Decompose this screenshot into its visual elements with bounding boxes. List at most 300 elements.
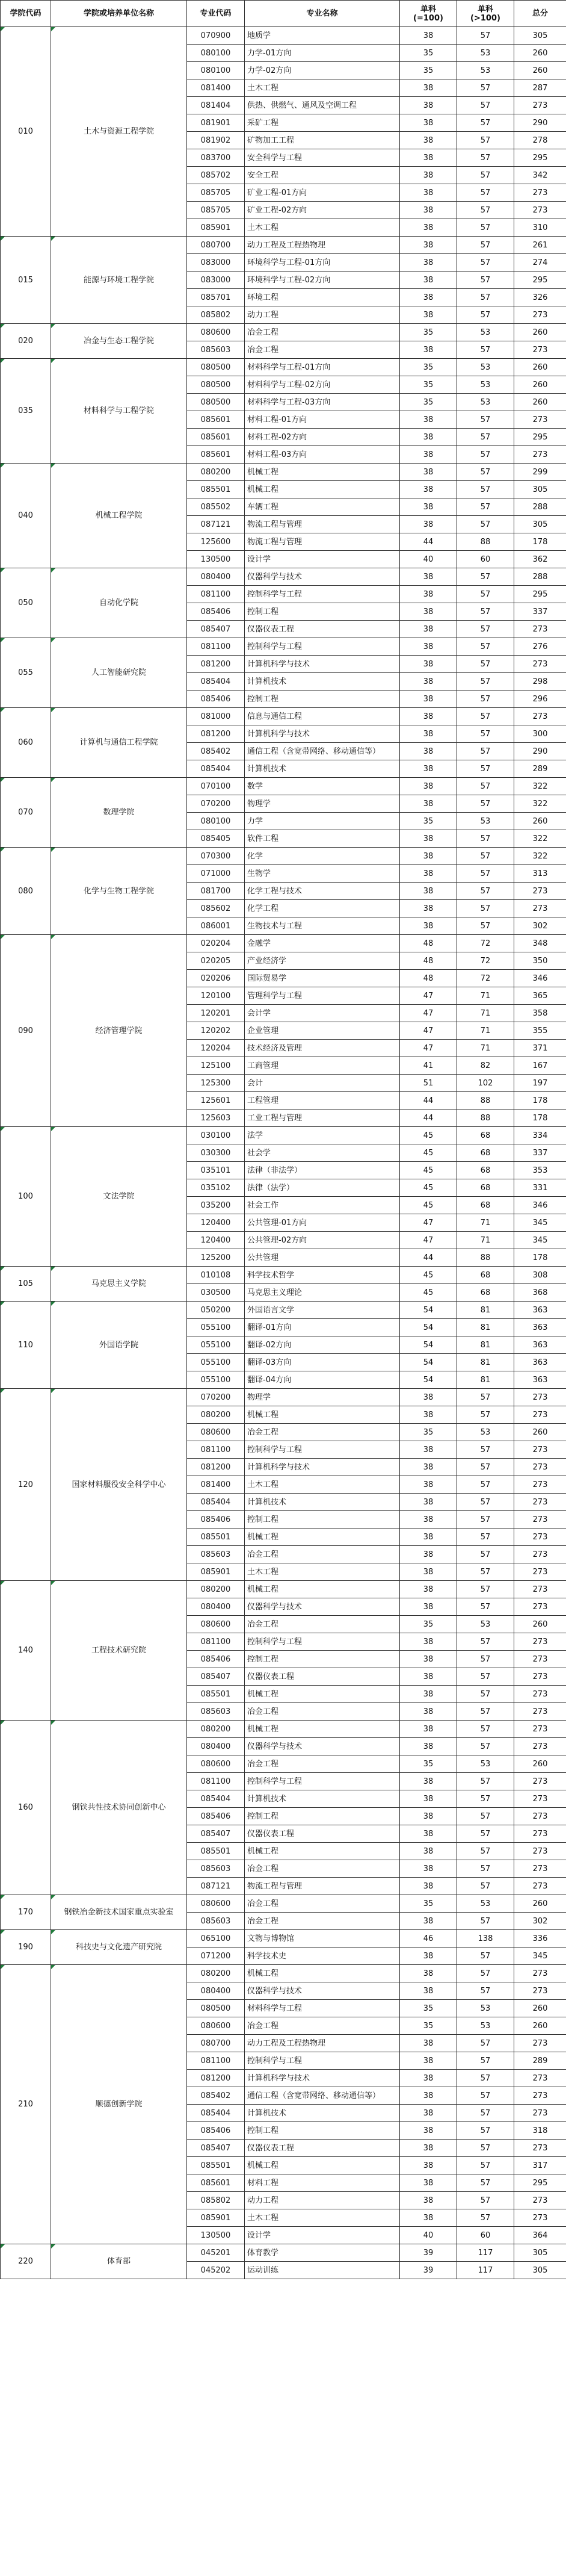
- major-name-cell: 材料工程-02方向: [245, 429, 400, 446]
- total-score-cell: 326: [514, 289, 566, 306]
- single-over-100-cell: 57: [457, 446, 514, 464]
- major-code-cell: 080600: [187, 1895, 245, 1913]
- single-over-100-cell: 57: [457, 2174, 514, 2192]
- single-100-cell: 40: [400, 551, 457, 568]
- total-score-cell: 273: [514, 1581, 566, 1598]
- total-score-cell: 273: [514, 1773, 566, 1790]
- total-score-cell: 273: [514, 621, 566, 638]
- total-score-cell: 260: [514, 1616, 566, 1633]
- major-name-cell: 计算机技术: [245, 2105, 400, 2122]
- major-code-cell: 080600: [187, 1755, 245, 1773]
- single-over-100-cell: 57: [457, 708, 514, 725]
- single-100-cell: 38: [400, 272, 457, 289]
- single-100-cell: 38: [400, 1825, 457, 1843]
- major-code-cell: 085406: [187, 1808, 245, 1825]
- college-name-cell: 经济管理学院: [51, 935, 187, 1127]
- major-code-cell: 120100: [187, 987, 245, 1005]
- single-over-100-cell: 57: [457, 1441, 514, 1459]
- header-total: 总分: [514, 1, 566, 27]
- major-code-cell: 085407: [187, 1825, 245, 1843]
- single-100-cell: 47: [400, 1232, 457, 1249]
- single-100-cell: 35: [400, 2000, 457, 2017]
- major-name-cell: 仪器科学与技术: [245, 1598, 400, 1616]
- single-over-100-cell: 57: [457, 272, 514, 289]
- total-score-cell: 178: [514, 1249, 566, 1267]
- major-code-cell: 080400: [187, 1982, 245, 2000]
- single-100-cell: 38: [400, 429, 457, 446]
- single-over-100-cell: 57: [457, 2122, 514, 2140]
- total-score-cell: 273: [514, 1476, 566, 1494]
- single-100-cell: 35: [400, 1755, 457, 1773]
- single-100-cell: 38: [400, 1860, 457, 1878]
- major-code-cell: 085402: [187, 2087, 245, 2105]
- single-over-100-cell: 57: [457, 778, 514, 795]
- major-name-cell: 控制科学与工程: [245, 2052, 400, 2070]
- college-name-cell: 材料科学与工程学院: [51, 359, 187, 464]
- single-100-cell: 38: [400, 656, 457, 673]
- major-name-cell: 控制工程: [245, 1651, 400, 1668]
- major-code-cell: 085501: [187, 1529, 245, 1546]
- major-name-cell: 材料工程-03方向: [245, 446, 400, 464]
- single-100-cell: 38: [400, 1965, 457, 1982]
- single-100-cell: 38: [400, 1546, 457, 1563]
- major-name-cell: 翻译-03方向: [245, 1354, 400, 1371]
- total-score-cell: 273: [514, 1860, 566, 1878]
- major-code-cell: 125300: [187, 1075, 245, 1092]
- single-100-cell: 38: [400, 760, 457, 778]
- major-code-cell: 085404: [187, 1790, 245, 1808]
- major-code-cell: 055100: [187, 1371, 245, 1389]
- college-code-cell: 090: [1, 935, 51, 1127]
- major-name-cell: 科学技术哲学: [245, 1267, 400, 1284]
- total-score-cell: 302: [514, 917, 566, 935]
- single-100-cell: 35: [400, 359, 457, 376]
- single-over-100-cell: 57: [457, 830, 514, 848]
- single-100-cell: 35: [400, 45, 457, 62]
- major-code-cell: 081200: [187, 725, 245, 743]
- single-100-cell: 47: [400, 987, 457, 1005]
- single-100-cell: 44: [400, 1249, 457, 1267]
- single-over-100-cell: 68: [457, 1179, 514, 1197]
- major-name-cell: 法律（非法学）: [245, 1162, 400, 1179]
- total-score-cell: 346: [514, 970, 566, 987]
- major-code-cell: 125603: [187, 1110, 245, 1127]
- total-score-cell: 273: [514, 1546, 566, 1563]
- total-score-cell: 273: [514, 411, 566, 429]
- single-100-cell: 38: [400, 1651, 457, 1668]
- single-over-100-cell: 57: [457, 1494, 514, 1511]
- major-code-cell: 080500: [187, 376, 245, 394]
- major-code-cell: 080100: [187, 45, 245, 62]
- major-name-cell: 材料科学与工程-01方向: [245, 359, 400, 376]
- single-over-100-cell: 53: [457, 62, 514, 79]
- single-over-100-cell: 57: [457, 1703, 514, 1721]
- single-over-100-cell: 53: [457, 2017, 514, 2035]
- single-over-100-cell: 57: [457, 1773, 514, 1790]
- major-name-cell: 力学: [245, 813, 400, 830]
- major-code-cell: 081400: [187, 1476, 245, 1494]
- college-code-cell: 035: [1, 359, 51, 464]
- single-over-100-cell: 68: [457, 1267, 514, 1284]
- single-100-cell: 40: [400, 2227, 457, 2244]
- total-score-cell: 276: [514, 638, 566, 656]
- major-name-cell: 材料科学与工程-03方向: [245, 394, 400, 411]
- major-code-cell: 080600: [187, 324, 245, 341]
- major-code-cell: 030100: [187, 1127, 245, 1144]
- total-score-cell: 273: [514, 306, 566, 324]
- total-score-cell: 355: [514, 1022, 566, 1040]
- major-code-cell: 070200: [187, 1389, 245, 1406]
- major-code-cell: 080600: [187, 1616, 245, 1633]
- single-100-cell: 38: [400, 516, 457, 533]
- single-over-100-cell: 60: [457, 2227, 514, 2244]
- single-100-cell: 38: [400, 568, 457, 586]
- total-score-cell: 305: [514, 516, 566, 533]
- major-name-cell: 冶金工程: [245, 2017, 400, 2035]
- major-name-cell: 工业工程与管理: [245, 1110, 400, 1127]
- major-name-cell: 仪器科学与技术: [245, 1738, 400, 1755]
- single-100-cell: 44: [400, 1092, 457, 1110]
- total-score-cell: 260: [514, 376, 566, 394]
- major-code-cell: 085603: [187, 1546, 245, 1563]
- single-100-cell: 35: [400, 324, 457, 341]
- college-name-cell: 自动化学院: [51, 568, 187, 638]
- major-name-cell: 冶金工程: [245, 1703, 400, 1721]
- single-over-100-cell: 57: [457, 621, 514, 638]
- single-100-cell: 38: [400, 795, 457, 813]
- total-score-cell: 289: [514, 2052, 566, 2070]
- single-over-100-cell: 57: [457, 429, 514, 446]
- major-name-cell: 材料工程: [245, 2174, 400, 2192]
- single-over-100-cell: 57: [457, 900, 514, 917]
- single-over-100-cell: 53: [457, 394, 514, 411]
- college-code-cell: 070: [1, 778, 51, 848]
- major-name-cell: 物流工程与管理: [245, 533, 400, 551]
- major-name-cell: 仪器科学与技术: [245, 1982, 400, 2000]
- college-name-cell: 土木与资源工程学院: [51, 27, 187, 237]
- single-100-cell: 38: [400, 114, 457, 132]
- table-row: [1, 1127, 566, 1144]
- single-100-cell: 47: [400, 1022, 457, 1040]
- major-code-cell: 045201: [187, 2244, 245, 2262]
- major-code-cell: 035200: [187, 1197, 245, 1214]
- single-100-cell: 45: [400, 1144, 457, 1162]
- major-name-cell: 生物学: [245, 865, 400, 883]
- single-100-cell: 38: [400, 1441, 457, 1459]
- major-name-cell: 矿业工程-02方向: [245, 202, 400, 219]
- major-name-cell: 机械工程: [245, 1581, 400, 1598]
- single-over-100-cell: 57: [457, 184, 514, 202]
- major-name-cell: 计算机技术: [245, 1494, 400, 1511]
- major-name-cell: 计算机科学与技术: [245, 725, 400, 743]
- major-name-cell: 力学-01方向: [245, 45, 400, 62]
- table-row: [1, 638, 566, 656]
- college-name-cell: 数理学院: [51, 778, 187, 848]
- single-over-100-cell: 71: [457, 1040, 514, 1057]
- major-name-cell: 公共管理-02方向: [245, 1232, 400, 1249]
- major-code-cell: 055100: [187, 1319, 245, 1336]
- single-100-cell: 38: [400, 1843, 457, 1860]
- single-100-cell: 38: [400, 586, 457, 603]
- major-name-cell: 机械工程: [245, 481, 400, 498]
- single-100-cell: 38: [400, 132, 457, 149]
- single-over-100-cell: 71: [457, 1232, 514, 1249]
- major-name-cell: 翻译-04方向: [245, 1371, 400, 1389]
- major-name-cell: 通信工程（含宽带网络、移动通信等）: [245, 743, 400, 760]
- single-100-cell: 35: [400, 813, 457, 830]
- major-name-cell: 冶金工程: [245, 341, 400, 359]
- table-row: [1, 1267, 566, 1284]
- total-score-cell: 305: [514, 2262, 566, 2279]
- college-name-cell: 文法学院: [51, 1127, 187, 1267]
- college-name-cell: 体育部: [51, 2244, 187, 2279]
- major-name-cell: 材料科学与工程-02方向: [245, 376, 400, 394]
- single-100-cell: 38: [400, 691, 457, 708]
- major-name-cell: 机械工程: [245, 1529, 400, 1546]
- single-over-100-cell: 53: [457, 1755, 514, 1773]
- major-name-cell: 社会学: [245, 1144, 400, 1162]
- total-score-cell: 318: [514, 2122, 566, 2140]
- single-over-100-cell: 81: [457, 1371, 514, 1389]
- major-name-cell: 土木工程: [245, 1476, 400, 1494]
- total-score-cell: 260: [514, 359, 566, 376]
- single-100-cell: 48: [400, 935, 457, 952]
- total-score-cell: 345: [514, 1948, 566, 1965]
- major-code-cell: 120202: [187, 1022, 245, 1040]
- major-code-cell: 081901: [187, 114, 245, 132]
- single-100-cell: 38: [400, 498, 457, 516]
- total-score-cell: 260: [514, 394, 566, 411]
- major-code-cell: 081000: [187, 708, 245, 725]
- total-score-cell: 260: [514, 1424, 566, 1441]
- major-name-cell: 机械工程: [245, 1843, 400, 1860]
- single-over-100-cell: 82: [457, 1057, 514, 1075]
- major-code-cell: 080200: [187, 1581, 245, 1598]
- single-100-cell: 51: [400, 1075, 457, 1092]
- college-code-cell: 060: [1, 708, 51, 778]
- single-over-100-cell: 57: [457, 691, 514, 708]
- table-row: [1, 568, 566, 586]
- single-100-cell: 38: [400, 2209, 457, 2227]
- single-100-cell: 46: [400, 1930, 457, 1948]
- single-100-cell: 38: [400, 1703, 457, 1721]
- header-row: [1, 1, 566, 27]
- college-name-cell: 外国语学院: [51, 1302, 187, 1389]
- major-name-cell: 化学工程: [245, 900, 400, 917]
- single-100-cell: 38: [400, 202, 457, 219]
- total-score-cell: 322: [514, 830, 566, 848]
- single-over-100-cell: 57: [457, 795, 514, 813]
- major-code-cell: 125601: [187, 1092, 245, 1110]
- header-major-name: 专业名称: [245, 1, 400, 27]
- total-score-cell: 197: [514, 1075, 566, 1092]
- single-over-100-cell: 57: [457, 2140, 514, 2157]
- major-code-cell: 081200: [187, 2070, 245, 2087]
- single-100-cell: 45: [400, 1197, 457, 1214]
- major-code-cell: 080100: [187, 62, 245, 79]
- total-score-cell: 178: [514, 1092, 566, 1110]
- major-name-cell: 数学: [245, 778, 400, 795]
- major-name-cell: 环境科学与工程-01方向: [245, 254, 400, 272]
- total-score-cell: 273: [514, 1598, 566, 1616]
- single-100-cell: 38: [400, 603, 457, 621]
- major-code-cell: 085501: [187, 2157, 245, 2174]
- single-100-cell: 38: [400, 865, 457, 883]
- total-score-cell: 363: [514, 1354, 566, 1371]
- major-code-cell: 125600: [187, 533, 245, 551]
- major-name-cell: 机械工程: [245, 1686, 400, 1703]
- major-code-cell: 085406: [187, 2122, 245, 2140]
- major-code-cell: 083000: [187, 254, 245, 272]
- single-over-100-cell: 81: [457, 1336, 514, 1354]
- total-score-cell: 273: [514, 2087, 566, 2105]
- major-code-cell: 085901: [187, 2209, 245, 2227]
- single-over-100-cell: 57: [457, 638, 514, 656]
- single-over-100-cell: 57: [457, 2070, 514, 2087]
- major-code-cell: 080700: [187, 2035, 245, 2052]
- single-over-100-cell: 57: [457, 464, 514, 481]
- single-over-100-cell: 57: [457, 1738, 514, 1755]
- total-score-cell: 290: [514, 743, 566, 760]
- header-single-over-100: 单科 (>100): [457, 1, 514, 27]
- table-row: [1, 848, 566, 865]
- total-score-cell: 296: [514, 691, 566, 708]
- major-name-cell: 供热、供燃气、通风及空调工程: [245, 97, 400, 114]
- total-score-cell: 273: [514, 2140, 566, 2157]
- major-name-cell: 土木工程: [245, 79, 400, 97]
- major-name-cell: 动力工程: [245, 306, 400, 324]
- total-score-cell: 346: [514, 1197, 566, 1214]
- single-100-cell: 38: [400, 1686, 457, 1703]
- single-over-100-cell: 57: [457, 167, 514, 184]
- major-name-cell: 控制工程: [245, 1511, 400, 1529]
- major-name-cell: 土木工程: [245, 219, 400, 237]
- major-code-cell: 065100: [187, 1930, 245, 1948]
- college-name-cell: 冶金与生态工程学院: [51, 324, 187, 359]
- single-100-cell: 38: [400, 848, 457, 865]
- single-100-cell: 45: [400, 1267, 457, 1284]
- major-name-cell: 控制科学与工程: [245, 586, 400, 603]
- single-over-100-cell: 57: [457, 1476, 514, 1494]
- single-100-cell: 38: [400, 1563, 457, 1581]
- total-score-cell: 368: [514, 1284, 566, 1302]
- single-100-cell: 38: [400, 1511, 457, 1529]
- single-over-100-cell: 57: [457, 411, 514, 429]
- single-over-100-cell: 57: [457, 219, 514, 237]
- single-100-cell: 38: [400, 725, 457, 743]
- major-code-cell: 085702: [187, 167, 245, 184]
- major-name-cell: 运动训练: [245, 2262, 400, 2279]
- major-code-cell: 085603: [187, 341, 245, 359]
- major-name-cell: 仪器科学与技术: [245, 568, 400, 586]
- single-100-cell: 38: [400, 254, 457, 272]
- single-over-100-cell: 57: [457, 743, 514, 760]
- college-name-cell: 人工智能研究院: [51, 638, 187, 708]
- major-name-cell: 法律（法学）: [245, 1179, 400, 1197]
- single-100-cell: 38: [400, 1668, 457, 1686]
- single-over-100-cell: 53: [457, 359, 514, 376]
- major-name-cell: 通信工程（含宽带网络、移动通信等）: [245, 2087, 400, 2105]
- college-code-cell: 120: [1, 1389, 51, 1581]
- total-score-cell: 260: [514, 324, 566, 341]
- single-100-cell: 38: [400, 2105, 457, 2122]
- single-over-100-cell: 57: [457, 1913, 514, 1930]
- college-name-cell: 机械工程学院: [51, 464, 187, 568]
- total-score-cell: 337: [514, 603, 566, 621]
- single-100-cell: 38: [400, 411, 457, 429]
- single-over-100-cell: 57: [457, 1459, 514, 1476]
- single-over-100-cell: 57: [457, 1511, 514, 1529]
- total-score-cell: 273: [514, 883, 566, 900]
- major-code-cell: 085603: [187, 1703, 245, 1721]
- major-name-cell: 技术经济及管理: [245, 1040, 400, 1057]
- major-code-cell: 087121: [187, 516, 245, 533]
- major-name-cell: 控制工程: [245, 1808, 400, 1825]
- total-score-cell: 345: [514, 1232, 566, 1249]
- college-code-cell: 015: [1, 237, 51, 324]
- major-name-cell: 控制科学与工程: [245, 1773, 400, 1790]
- total-score-cell: 278: [514, 132, 566, 149]
- major-code-cell: 120204: [187, 1040, 245, 1057]
- total-score-cell: 371: [514, 1040, 566, 1057]
- single-over-100-cell: 57: [457, 568, 514, 586]
- total-score-cell: 273: [514, 341, 566, 359]
- single-100-cell: 35: [400, 1895, 457, 1913]
- single-over-100-cell: 68: [457, 1127, 514, 1144]
- major-name-cell: 外国语言文学: [245, 1302, 400, 1319]
- header-single-100: 单科 (=100): [400, 1, 457, 27]
- single-over-100-cell: 57: [457, 1860, 514, 1878]
- total-score-cell: 260: [514, 2000, 566, 2017]
- major-code-cell: 085705: [187, 202, 245, 219]
- major-code-cell: 080600: [187, 1424, 245, 1441]
- major-code-cell: 030300: [187, 1144, 245, 1162]
- single-over-100-cell: 57: [457, 1546, 514, 1563]
- major-code-cell: 083000: [187, 272, 245, 289]
- major-code-cell: 120201: [187, 1005, 245, 1022]
- college-name-cell: 能源与环境工程学院: [51, 237, 187, 324]
- major-name-cell: 化学: [245, 848, 400, 865]
- major-name-cell: 环境科学与工程-02方向: [245, 272, 400, 289]
- single-100-cell: 38: [400, 2035, 457, 2052]
- total-score-cell: 273: [514, 2035, 566, 2052]
- total-score-cell: 178: [514, 533, 566, 551]
- major-name-cell: 仪器仪表工程: [245, 621, 400, 638]
- major-code-cell: 080400: [187, 568, 245, 586]
- major-name-cell: 仪器仪表工程: [245, 1825, 400, 1843]
- total-score-cell: 273: [514, 1790, 566, 1808]
- major-code-cell: 080200: [187, 1721, 245, 1738]
- total-score-cell: 288: [514, 568, 566, 586]
- single-100-cell: 38: [400, 1529, 457, 1546]
- college-code-cell: 010: [1, 27, 51, 237]
- major-code-cell: 087121: [187, 1878, 245, 1895]
- single-over-100-cell: 57: [457, 1581, 514, 1598]
- total-score-cell: 260: [514, 1895, 566, 1913]
- single-100-cell: 47: [400, 1214, 457, 1232]
- major-name-cell: 法学: [245, 1127, 400, 1144]
- single-over-100-cell: 57: [457, 1982, 514, 2000]
- single-over-100-cell: 60: [457, 551, 514, 568]
- major-name-cell: 控制工程: [245, 603, 400, 621]
- major-code-cell: 055100: [187, 1354, 245, 1371]
- major-name-cell: 公共管理: [245, 1249, 400, 1267]
- single-over-100-cell: 57: [457, 1651, 514, 1668]
- total-score-cell: 273: [514, 1808, 566, 1825]
- total-score-cell: 365: [514, 987, 566, 1005]
- total-score-cell: 273: [514, 1668, 566, 1686]
- major-name-cell: 车辆工程: [245, 498, 400, 516]
